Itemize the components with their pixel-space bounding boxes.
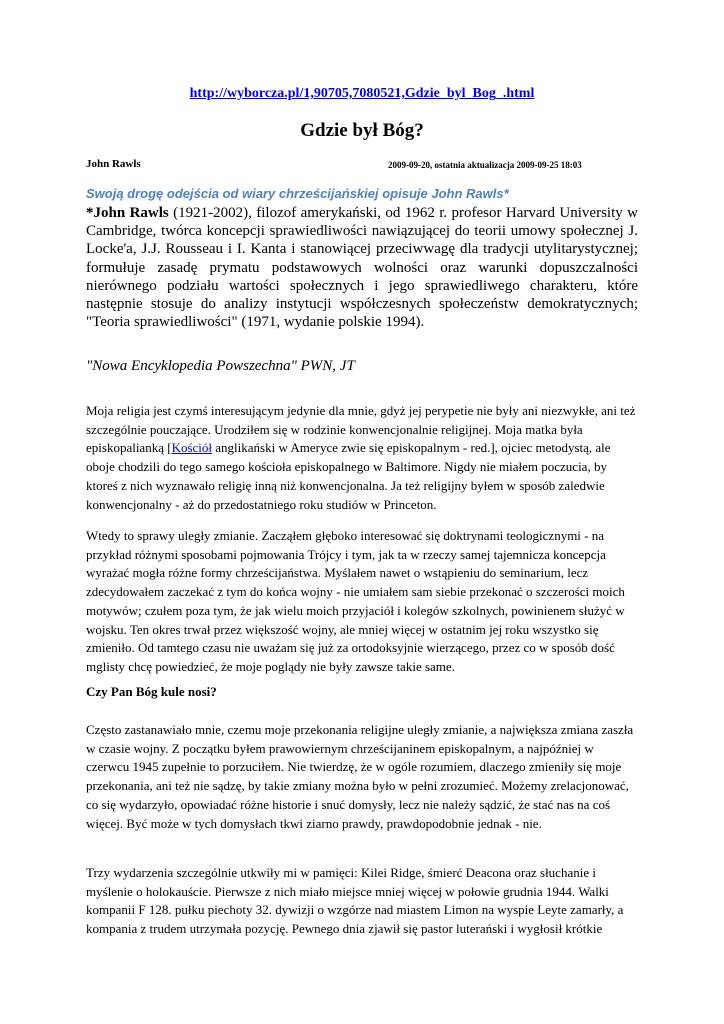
paragraph-1	[86, 402, 638, 514]
article-date: 2009-09-20, ostatnia aktualizacja 2009-09-25 18:03	[388, 160, 582, 170]
author-bio	[86, 204, 638, 331]
paragraph-1-start: Moja religia jest czymś interesującym jedynie dla mnie, gdyż jej perypetie nie były ani niezwykłe, ani też szczególnie pouczające. Urodziłem się w rodzinie konwencjonalnie religijnej. Moja matka była episkopalianką [	[86, 403, 636, 456]
paragraph-2: Wtedy to sprawy uległy zmianie. Zacząłem głęboko interesować się doktrynami teologicznymi - na przykład różnymi sposobami pojmowania Trójcy i tym, jak ta w rzeczy samej tajemnicza koncepcja wyrażać mogła różne formy chrześcijaństwa. Myślałem nawet o wstąpieniu do seminarium, lecz zdecydowałem zaczekać z tym do końca wojny - nie umiałem sam siebie przekonać o szczerości moich motywów; czułem poza tym, że jak wielu moich przyjaciół i kolegów szkolnych, powinienem służyć w wojsku. Ten okres trwał przez większość wojny, ale mniej więcej w ostatnim jej roku wszystko się zmieniło. Od tamtego czasu nie uważam się już za ortodoksyjnie wierzącego, przez co w sposób dość mglisty chcę powiedzieć, że moje poglądy nie były zawsze takie same.	[86, 528, 625, 674]
source-url-link[interactable]: http://wyborcza.pl/1,90705,7080521,Gdzie_byl_Bog_.html	[189, 86, 535, 101]
paragraph-1-end: anglikański w Ameryce zwie się episkopalnym - red.], ojciec metodystą, ale oboje chodzili do tego samego kościoła episkopalnego w Baltimore. Nigdy nie miałem poczucia, by ktoreś z nich wyznawało religię inną niż konwencjonalna. Ja też religijny byłem w sposób zaledwie konwencjonalny - aż do przedostatniego roku studiów w Princeton.	[86, 440, 611, 512]
paragraph-4: Trzy wydarzenia szczególnie utkwiły mi w pamięci: Kilei Ridge, śmierć Deacona oraz słuchanie i myślenie o holokauście. Pierwsze z nich miało miejsce mniej więcej w połowie grudnia 1944. Walki kompanii F 128. pułku piechoty 32. dywizji o wzgórze nad miastem Limon na wyspie Leyte zamarły, a kompania z trudem utrzymała pozycję. Pewnego dnia zjawił się pastor luterański i wygłosił krótkie	[86, 865, 624, 937]
article-title: Gdzie był Bóg?	[300, 120, 424, 141]
section-subheading: Czy Pan Bóg kule nosi?	[86, 684, 217, 699]
bio-source: "Nowa Encyklopedia Powszechna" PWN, JT	[86, 358, 355, 374]
paragraph-3: Często zastanawiało mnie, czemu moje przekonania religijne uległy zmianie, a największa zmiana zaszła w czasie wojny. Z początku byłem prawowiernym chrześcijaninem episkopalnym, a najpóźniej w czerwcu 1945 zupełnie to porzuciłem. Nie twierdzę, że w ogóle rozumiem, dlaczego zmieniły się moje przekonania, ani też nie sądzę, by takie zmiany można było w pełni zrozumieć. Możemy zrelacjonować, co się wydarzyło, opowiadać różne historie i snuć domysły, lecz nie należy sądzić, że stać nas na coś więcej. Być może w tych domysłach tkwi ziarno prawdy, prawdopodobnie jednak - nie.	[86, 722, 634, 831]
bio-text: (1921-2002), filozof amerykański, od 1962 r. profesor Harvard University w Cambridge, twórca koncepcji sprawiedliwości nawiązującej do teorii umowy społecznej J. Locke'a, J.J. Rousseau i I. Kanta i stanowiącej przeciwwagę dla tradycji utylitarystycznej; formułuje zasadę prymatu podstawowych wolności oraz warunki dopuszczalności nierównego podziału wartości społecznych i jego sprawiedliwego charakteru, które następnie stosuje do analizy instytucji współczesnych społeczeństw demokratycznych; "Teoria sprawiedliwości" (1971, wydanie polskie 1994).	[86, 205, 638, 331]
article-lead: Swoją drogę odejścia od wiary chrześcijańskiej opisuje John Rawls*	[86, 186, 509, 201]
bio-name: *John Rawls	[86, 205, 169, 221]
article-author: John Rawls	[86, 158, 141, 170]
kosciol-link[interactable]: Kościół	[171, 440, 213, 456]
